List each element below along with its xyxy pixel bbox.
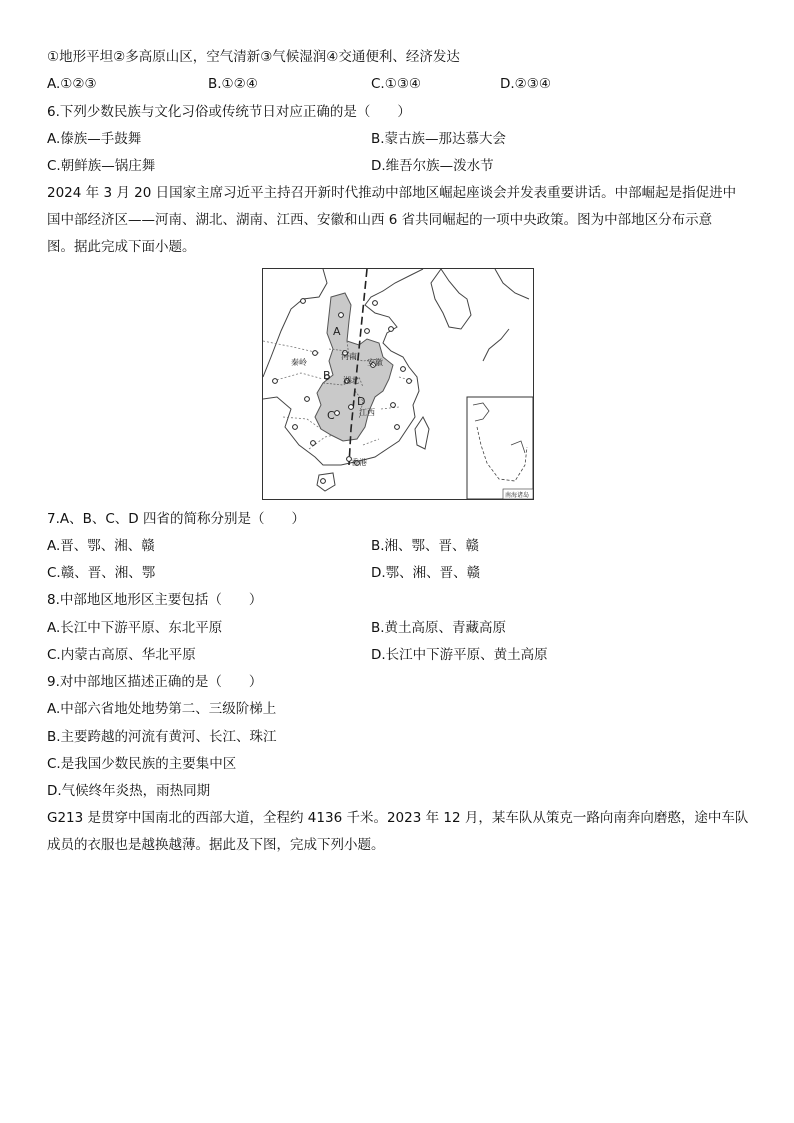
- passage1-line-2: 国中部经济区——河南、湖北、湖南、江西、安徽和山西 6 省共同崛起的一项中央政策。图为中部地区分布示意: [47, 212, 713, 228]
- q6-option-a: A.傣族—手鼓舞: [47, 131, 142, 147]
- city-marker: [373, 301, 378, 306]
- q9-option-b: B.主要跨越的河流有黄河、长江、珠江: [47, 729, 277, 745]
- passage1-line-3: 图。据此完成下面小题。: [47, 239, 196, 255]
- city-marker: [301, 299, 306, 304]
- label-hongkong: 香港: [351, 458, 367, 467]
- q8-option-c: C.内蒙古高原、华北平原: [47, 647, 196, 663]
- q5-stem-tail: ①地形平坦②多高原山区，空气清新③气候湿润④交通便利、经济发达: [47, 49, 460, 65]
- label-a: A: [333, 325, 341, 338]
- label-anhui: 安徽: [367, 358, 383, 367]
- q7-option-d: D.鄂、湘、晋、赣: [371, 565, 481, 581]
- taiwan-outline: [415, 417, 429, 449]
- city-marker: [293, 425, 298, 430]
- q6-option-b: B.蒙古族—那达慕大会: [371, 131, 507, 147]
- label-inset: 南海诸岛: [505, 492, 530, 499]
- japan-outline: [483, 269, 529, 361]
- city-marker: [335, 411, 340, 416]
- q5-option-a: A.①②③: [47, 76, 97, 92]
- city-marker: [313, 351, 318, 356]
- city-marker: [305, 397, 310, 402]
- q9-option-a: A.中部六省地处地势第二、三级阶梯上: [47, 701, 277, 717]
- passage2-line-2: 成员的衣服也是越换越薄。据此及下图，完成下列小题。: [47, 837, 385, 853]
- city-marker: [311, 441, 316, 446]
- q7-option-a: A.晋、鄂、湘、赣: [47, 538, 155, 554]
- q6-option-c: C.朝鲜族—锅庄舞: [47, 158, 156, 174]
- q8-option-b: B.黄土高原、青藏高原: [371, 620, 507, 636]
- city-marker: [395, 425, 400, 430]
- label-qinling: 秦岭: [291, 358, 307, 367]
- q8-stem: 8.中部地区地形区主要包括（ ）: [47, 592, 263, 608]
- label-henan: 河南: [341, 352, 357, 361]
- q6-stem: 6.下列少数民族与文化习俗或传统节日对应正确的是（ ）: [47, 104, 411, 120]
- city-marker: [407, 379, 412, 384]
- q8-option-d: D.长江中下游平原、黄土高原: [371, 647, 548, 663]
- korea-outline: [431, 269, 471, 329]
- city-marker: [339, 313, 344, 318]
- label-b: B: [323, 369, 331, 382]
- central-china-map: [262, 268, 534, 500]
- q5-option-d: D.②③④: [500, 76, 551, 92]
- passage2-line-1: G213 是贯穿中国南北的西部大道，全程约 4136 千米。2023 年 12 月，某车队从策克一路向南奔向磨憨，途中车队: [47, 810, 749, 826]
- city-marker: [401, 367, 406, 372]
- label-hubei: 湖北: [343, 376, 359, 385]
- label-c: C: [327, 409, 335, 422]
- city-marker: [391, 403, 396, 408]
- q9-option-d: D.气候终年炎热，雨热同期: [47, 783, 211, 799]
- city-marker: [389, 327, 394, 332]
- q7-stem: 7.A、B、C、D 四省的简称分别是（ ）: [47, 511, 305, 527]
- q8-option-a: A.长江中下游平原、东北平原: [47, 620, 223, 636]
- hainan-outline: [317, 473, 335, 491]
- label-d: D: [357, 395, 366, 408]
- city-marker: [273, 379, 278, 384]
- q5-option-b: B.①②④: [208, 76, 258, 92]
- q5-option-c: C.①③④: [371, 76, 422, 92]
- q9-stem: 9.对中部地区描述正确的是（ ）: [47, 674, 263, 690]
- q7-option-b: B.湘、鄂、晋、赣: [371, 538, 480, 554]
- city-marker: [365, 329, 370, 334]
- passage1-line-1: 2024 年 3 月 20 日国家主席习近平主持召开新时代推动中部地区崛起座谈会并发表重要讲话。中部崛起是指促进中: [47, 185, 737, 201]
- q7-option-c: C.赣、晋、湘、鄂: [47, 565, 156, 581]
- label-jiangxi: 江西: [359, 408, 375, 417]
- city-marker: [349, 405, 354, 410]
- q9-option-c: C.是我国少数民族的主要集中区: [47, 756, 237, 772]
- q6-option-d: D.维吾尔族—泼水节: [371, 158, 494, 174]
- city-marker: [321, 479, 326, 484]
- map-svg: [263, 269, 533, 499]
